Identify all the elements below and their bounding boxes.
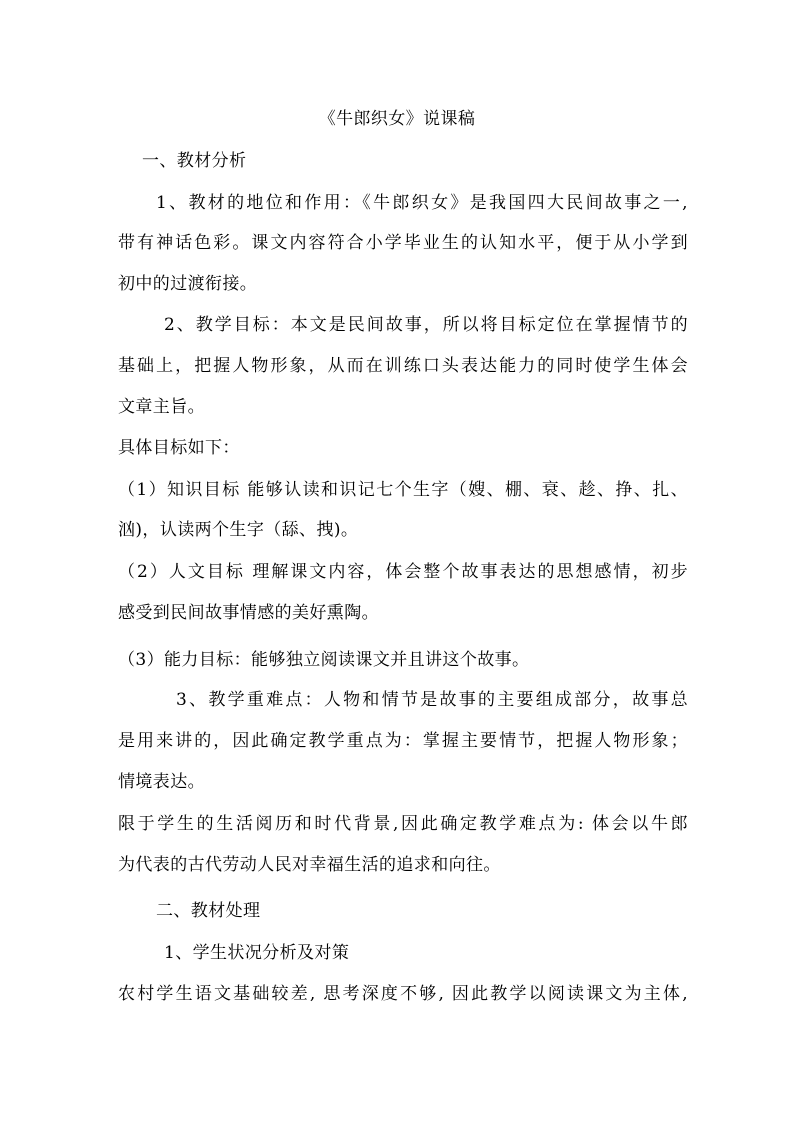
paragraph-line: 1、教材的地位和作用：《牛郎织女》是我国四大民间故事之一, xyxy=(156,193,688,213)
paragraph-line: （3）能力目标：能够独立阅读课文并且讲这个故事。 xyxy=(118,650,530,670)
paragraph-line: 农村学生语文基础较差, 思考深度不够, 因此教学以阅读课文为主体, xyxy=(118,984,688,1004)
subheading: 1、学生状况分析及对策 xyxy=(164,943,350,963)
paragraph-line: 限于学生的生活阅历和时代背景,因此确定教学难点为: 体会以牛郎 xyxy=(118,814,688,834)
paragraph-line: 感受到民间故事情感的美好熏陶。 xyxy=(118,603,379,623)
paragraph-line: 具体目标如下： xyxy=(118,438,240,458)
document-title: 《牛郎织女》说课稿 xyxy=(318,109,476,129)
paragraph-line: 为代表的古代劳动人民对幸福生活的追求和向往。 xyxy=(118,855,501,875)
paragraph-line: （2）人文目标 理解课文内容，体会整个故事表达的思想感情，初步 xyxy=(118,562,688,582)
heading-2: 二、教材处理 xyxy=(156,901,261,921)
paragraph-line: 3、教学重难点：人物和情节是故事的主要组成部分，故事总 xyxy=(176,690,688,710)
paragraph-line: 汹)，认读两个生字（舔、拽)。 xyxy=(118,520,359,540)
paragraph-line: 初中的过渡衔接。 xyxy=(118,274,258,294)
paragraph-line: 基础上，把握人物形象，从而在训练口头表达能力的同时使学生体会 xyxy=(118,356,688,376)
paragraph-line: （1）知识目标 能够认读和识记七个生字（嫂、棚、衰、趁、挣、扎、 xyxy=(118,480,688,500)
paragraph-line: 情境表达。 xyxy=(118,772,205,792)
paragraph-line: 2、教学目标：本文是民间故事，所以将目标定位在掌握情节的 xyxy=(164,315,688,335)
heading-1: 一、教材分析 xyxy=(142,151,247,171)
paragraph-line: 带有神话色彩。课文内容符合小学毕业生的认知水平，便于从小学到 xyxy=(118,233,688,253)
paragraph-line: 是用来讲的，因此确定教学重点为：掌握主要情节，把握人物形象； xyxy=(118,731,688,751)
paragraph-line: 文章主旨。 xyxy=(118,397,205,417)
